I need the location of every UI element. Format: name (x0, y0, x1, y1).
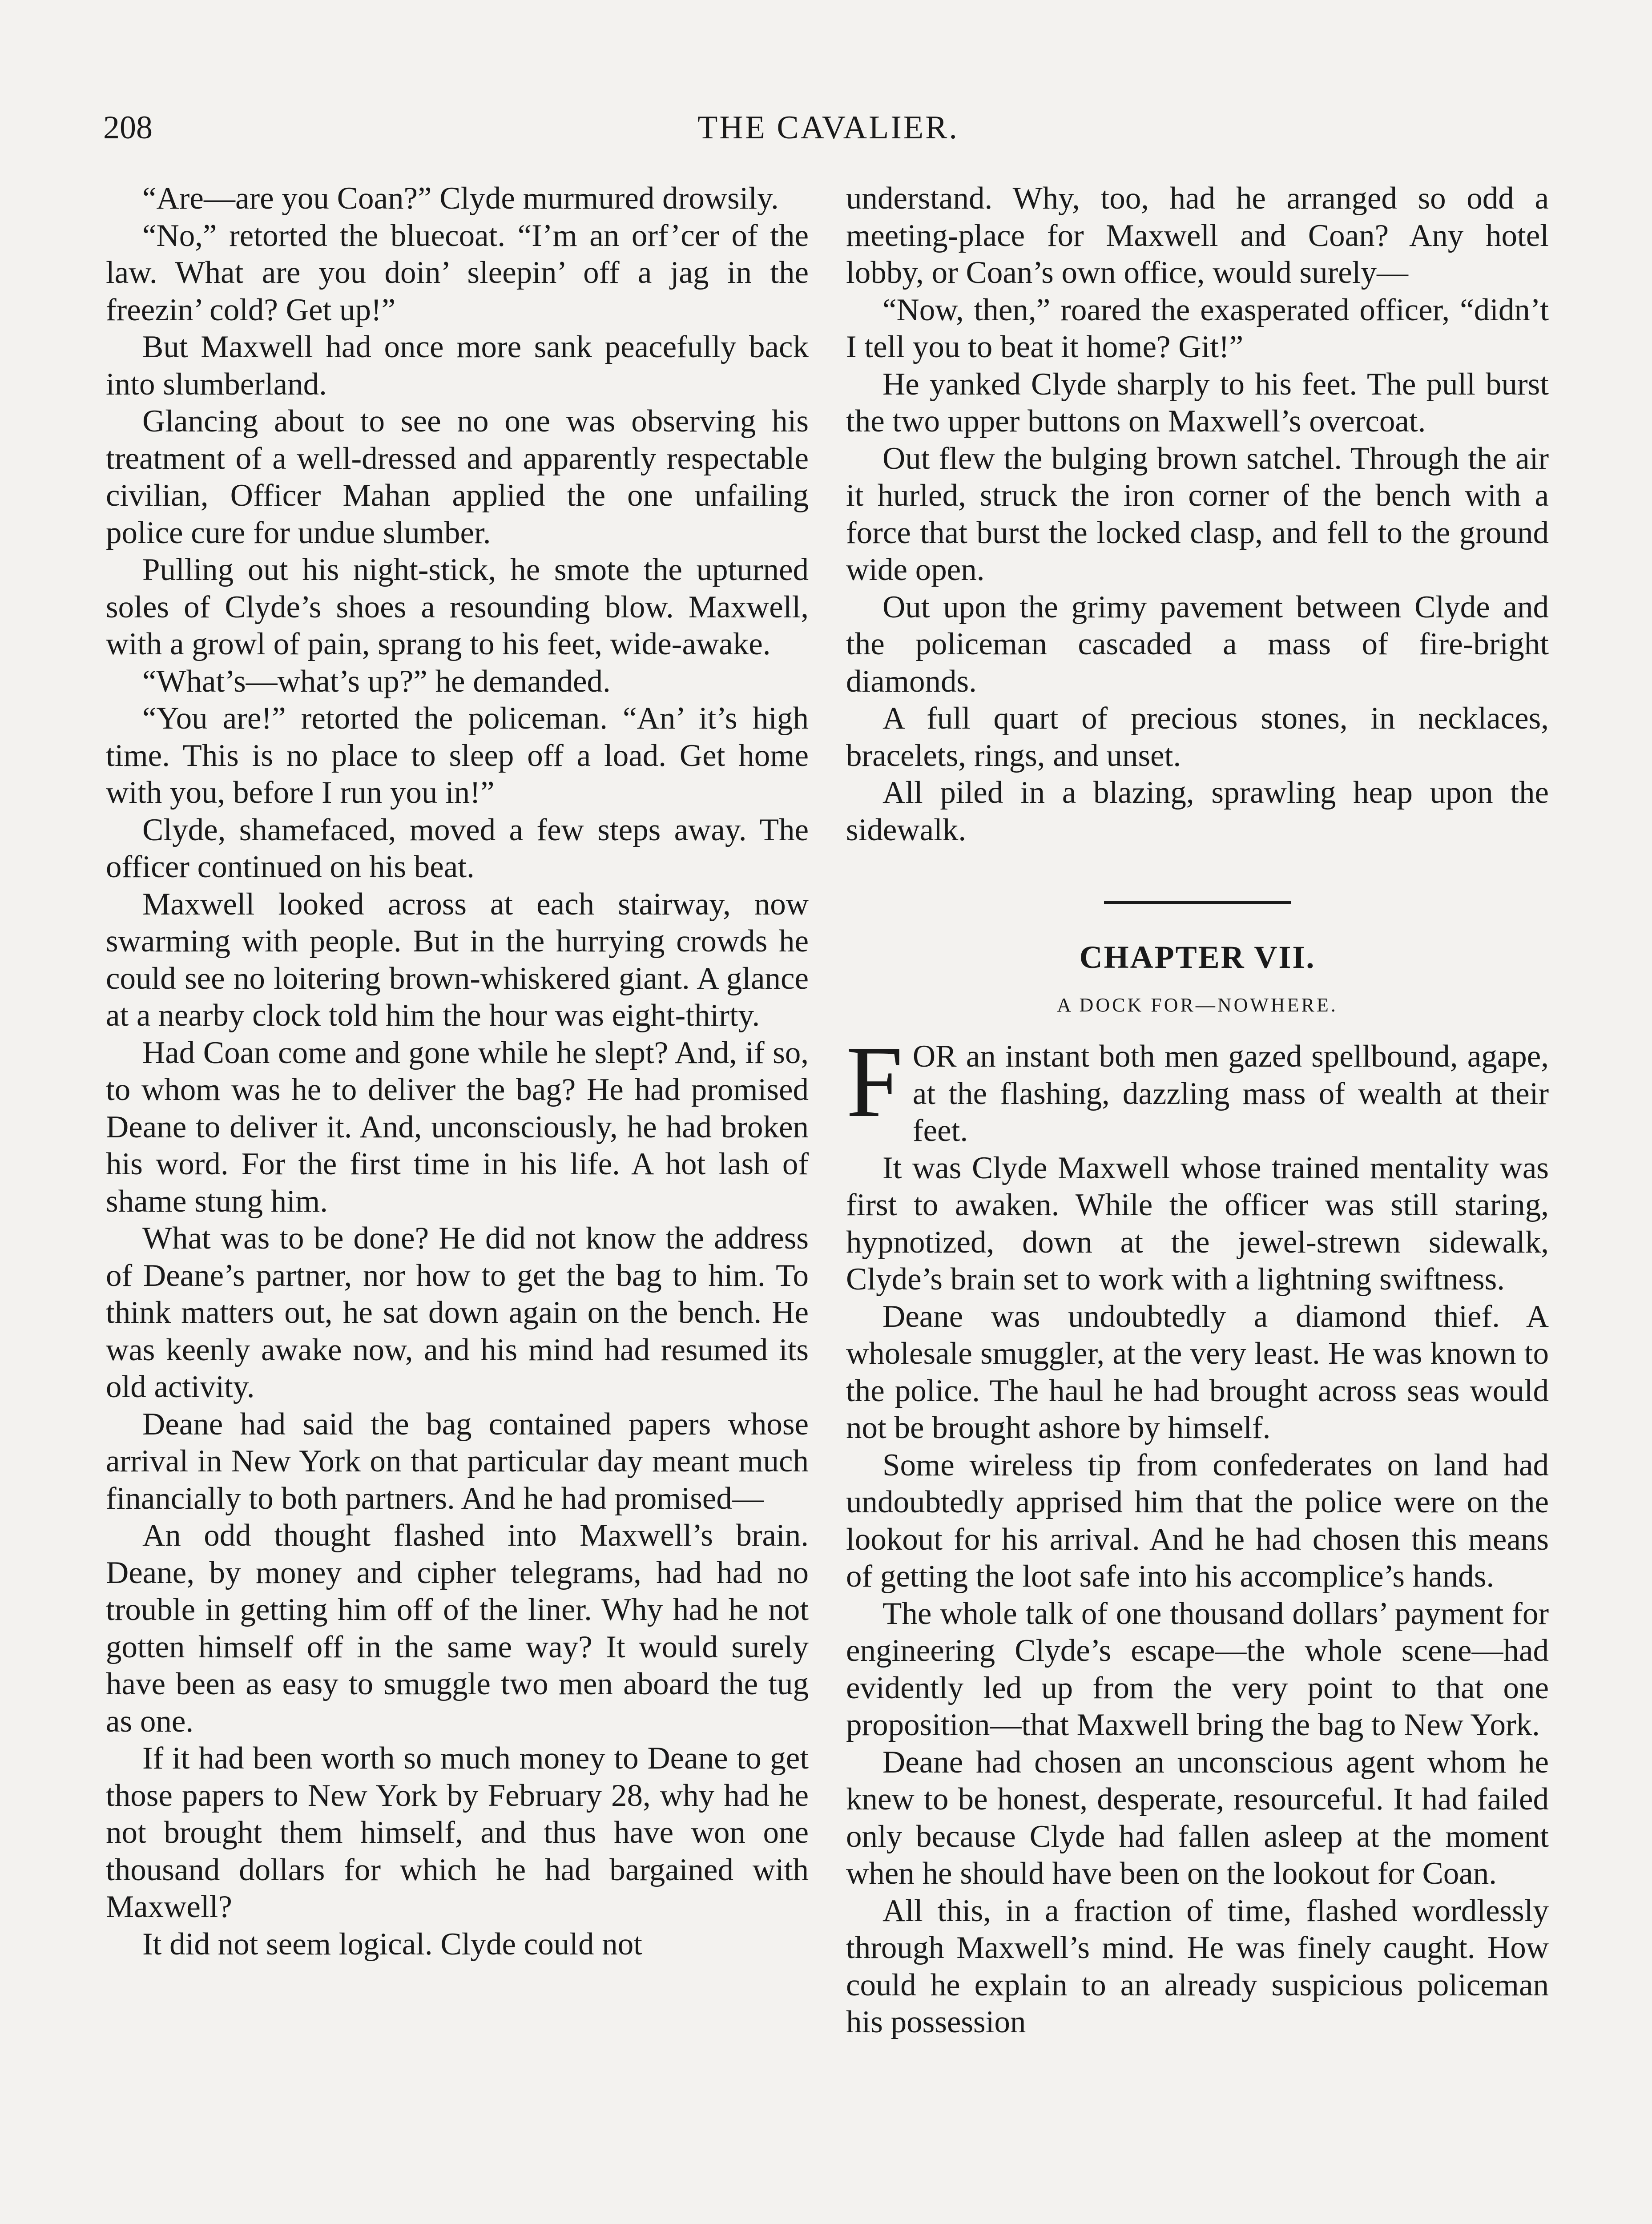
paragraph: It did not seem logical. Clyde could not (142, 1926, 642, 1962)
paragraph: Maxwell looked across at each stairway, now swarming with people. But in the hurrying crowds he could see no loitering brown-whiskered giant. A glance at a nearby clock told him the hour was eight-thirty. (106, 886, 809, 1033)
paragraph: Clyde, shamefaced, moved a few steps away. The officer continued on his beat. (106, 812, 809, 884)
left-column (106, 180, 809, 1963)
section-divider (1104, 901, 1291, 904)
magazine-title: THE CAVALIER. (697, 109, 959, 146)
paragraph: Glancing about to see no one was observing his treatment of a well-dressed and apparently respectable civilian, Officer Mahan applied the one unfailing police cure for undue slumber. (106, 404, 809, 550)
paragraph: “Are—are you Coan?” Clyde murmured drowsily. (142, 181, 779, 216)
paragraph: Out upon the grimy pavement between Clyde and the policeman cascaded a mass of fire-bright diamonds. (846, 589, 1549, 699)
continued-paragraph: understand. Why, too, had he arranged so odd a meeting-place for Maxwell and Coan? Any hotel lobby, or Coan’s own office, would surely— (846, 181, 1549, 290)
paragraph: “What’s—what’s up?” he demanded. (142, 664, 611, 699)
paragraph: Deane had said the bag contained papers whose arrival in New York on that particular day meant much financially to both partners. And he had promised— (106, 1406, 809, 1516)
paragraph: Some wireless tip from confederates on land had undoubtedly apprised him that the police were on the lookout for his arrival. And he had chosen this means of getting the loot safe into his accomplice’s hands. (846, 1447, 1549, 1594)
opening-paragraph-text: OR an instant both men gazed spellbound, agape, at the flashing, dazzling mass of wealth at their feet. (912, 1039, 1549, 1148)
paragraph: “Now, then,” roared the exasperated officer, “didn’t I tell you to beat it home? Git!” (846, 292, 1549, 364)
paragraph: Deane had chosen an unconscious agent whom he knew to be honest, desperate, resourceful. It had failed only because Clyde had fallen asleep at the moment when he should have been on the lookout for Coan. (846, 1745, 1549, 1891)
paragraph: Deane was undoubtedly a diamond thief. A wholesale smuggler, at the very least. He was known to the police. The haul he had brought across seas would not be brought ashore by himself. (846, 1299, 1549, 1445)
paragraph: All this, in a fraction of time, flashed wordlessly through Maxwell’s mind. He was finely caught. How could he explain to an already suspicious policeman his possession (846, 1893, 1549, 2039)
paragraph: “No,” retorted the bluecoat. “I’m an orf’cer of the law. What are you doin’ sleepin’ off a jag in the freezin’ cold? Get up!” (106, 218, 809, 327)
paragraph: A full quart of precious stones, in necklaces, bracelets, rings, and unset. (846, 701, 1549, 773)
paragraph: “You are!” retorted the policeman. “An’ it’s high time. This is no place to sleep off a load. Get home with you, before I run you in!” (106, 701, 809, 810)
page-number: 208 (103, 109, 153, 146)
paragraph: Out flew the bulging brown satchel. Through the air it hurled, struck the iron corner of the bench with a force that burst the locked clasp, and fell to the ground wide open. (846, 441, 1549, 587)
paragraph: He yanked Clyde sharply to his feet. The pull burst the two upper buttons on Maxwell’s overcoat. (846, 367, 1549, 439)
paragraph: The whole talk of one thousand dollars’ payment for engineering Clyde’s escape—the whole scene—had evidently led up from the very point to that one proposition—that Maxwell bring the bag to New York. (846, 1596, 1549, 1742)
chapter-title: CHAPTER VII. (1079, 939, 1316, 975)
chapter-subtitle: A DOCK FOR—NOWHERE. (1057, 994, 1338, 1016)
paragraph: But Maxwell had once more sank peacefully back into slumberland. (106, 330, 809, 402)
drop-cap: F (846, 1025, 903, 1138)
paragraph: An odd thought flashed into Maxwell’s brain. Deane, by money and cipher telegrams, had had no trouble in getting him off of the liner. Why had he not gotten himself off in the same way? It would surely have been as easy to smuggle two men aboard the tug as one. (106, 1518, 809, 1739)
paragraph: Had Coan come and gone while he slept? And, if so, to whom was he to deliver the bag? He had promised Deane to deliver it. And, unconsciously, he had broken his word. For the first time in his life. A hot lash of shame stung him. (106, 1035, 809, 1219)
paragraph: What was to be done? He did not know the address of Deane’s partner, nor how to get the bag to him. To think matters out, he sat down again on the bench. He was keenly awake now, and his mind had resumed its old activity. (106, 1221, 809, 1404)
opening-paragraph (846, 1025, 1549, 1150)
right-column (846, 180, 1549, 2041)
paragraph: Pulling out his night-stick, he smote the upturned soles of Clyde’s shoes a resounding blow. Maxwell, with a growl of pain, sprang to his feet, wide-awake. (106, 552, 809, 661)
running-head (103, 103, 1553, 152)
paragraph: It was Clyde Maxwell whose trained mentality was first to awaken. While the officer was still staring, hypnotized, down at the jewel-strewn sidewalk, Clyde’s brain set to work with a lightning swiftness. (846, 1150, 1549, 1297)
paragraph: All piled in a blazing, sprawling heap upon the sidewalk. (846, 775, 1549, 847)
paragraph: If it had been worth so much money to Deane to get those papers to New York by February 28, why had he not brought them himself, and thus have won one thousand dollars for which he had bargained with Maxwell? (106, 1741, 809, 1924)
